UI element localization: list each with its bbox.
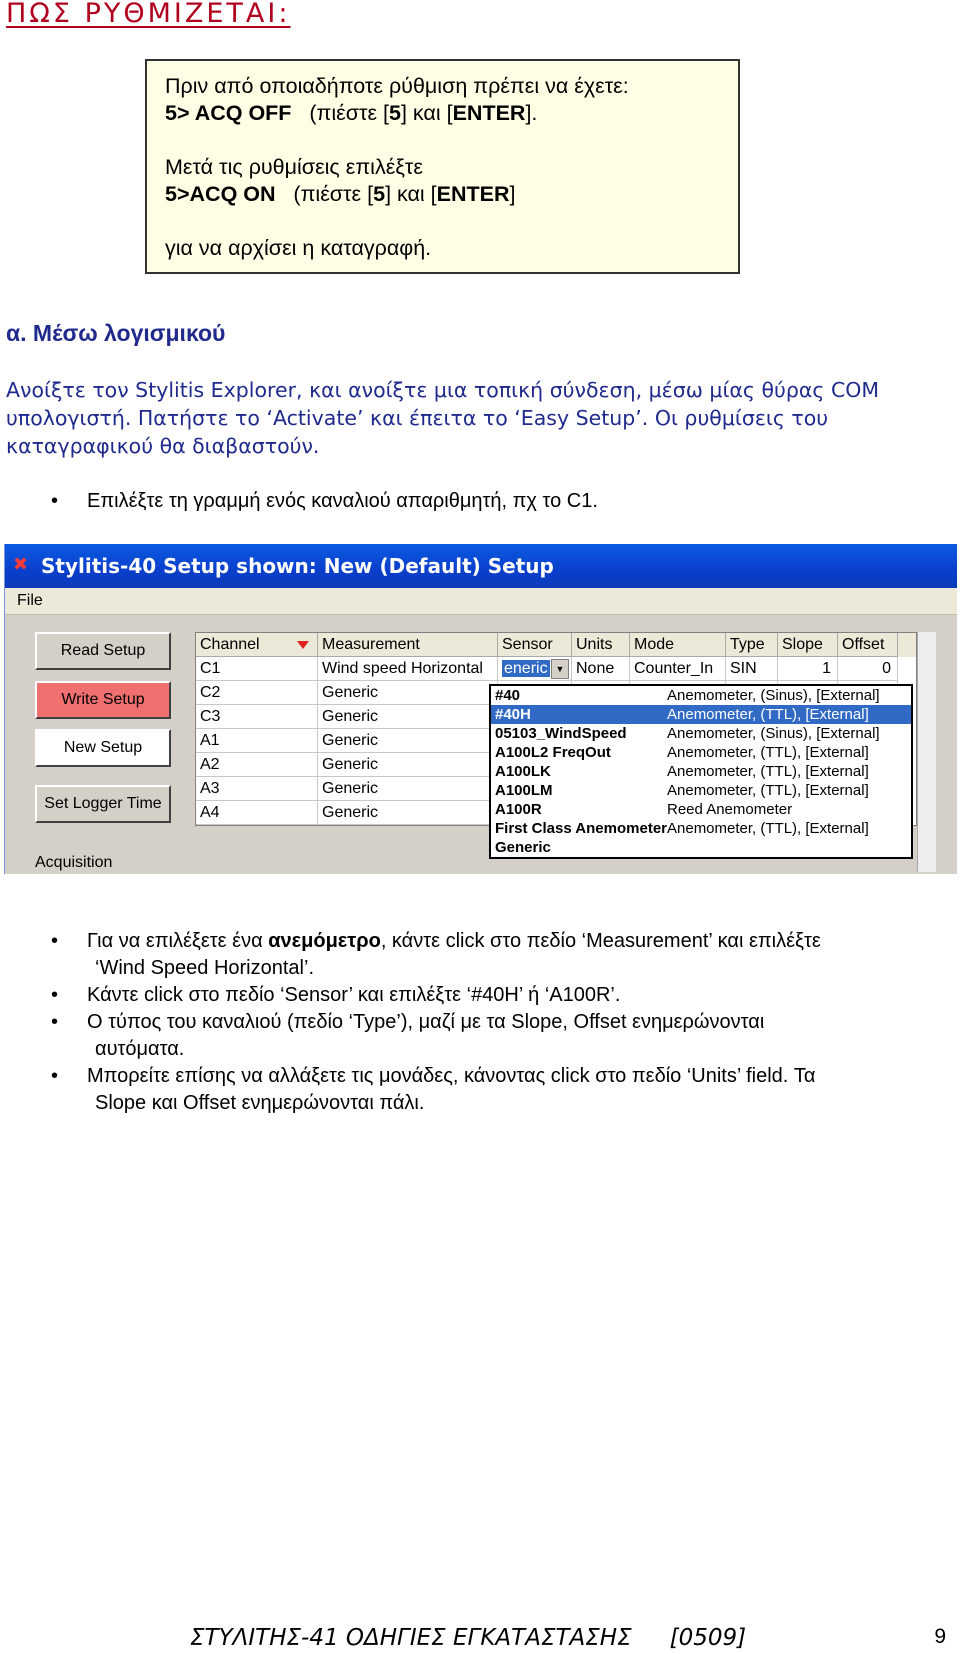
instruction-list (51, 928, 947, 1117)
col-slope[interactable]: Slope (778, 633, 838, 657)
chevron-down-icon[interactable]: ▼ (551, 659, 569, 679)
setup-window-screenshot (4, 544, 957, 874)
section-heading: α. Μέσω λογισμικού (6, 320, 226, 346)
table-row[interactable]: C3 Generic (196, 705, 916, 729)
dropdown-option[interactable]: A100R Reed Anemometer (495, 801, 793, 818)
col-mode[interactable]: Mode (630, 633, 726, 657)
sort-arrow-icon (297, 641, 309, 649)
read-setup-button[interactable]: Read Setup (35, 632, 171, 670)
list-item: • Ο τύπος του καναλιού (πεδίο ‘Type’), μαζί με τα Slope, Offset ενημερώνονται αυτόματα. (51, 1011, 765, 1060)
page-number: 9 (934, 1625, 946, 1648)
col-sensor[interactable]: Sensor (498, 633, 572, 657)
dropdown-option[interactable]: A100LM Anemometer, (TTL), [External] (495, 782, 869, 799)
new-setup-button[interactable]: New Setup (35, 729, 171, 767)
acquisition-label: Acquisition (35, 854, 113, 871)
table-row[interactable]: A1 Generic (196, 729, 916, 753)
tools-icon: ✖ (13, 554, 29, 575)
col-channel[interactable]: Channel (196, 633, 318, 657)
col-offset[interactable]: Offset (838, 633, 898, 657)
sensor-dropdown-list[interactable] (489, 684, 913, 859)
table-row[interactable]: C1 Wind speed Horizontal eneric ▼ None Counter_In SIN 1 0 (196, 657, 916, 681)
page-footer: ΣΤΥΛΙΤΗΣ-41 ΟΔΗΓΙΕΣ ΕΓΚΑΤΑΣΤΑΣΗΣ [0509] (190, 1625, 747, 1651)
page-title: ΠΩΣ ΡΥΘΜΙΖΕΤΑΙ: (6, 0, 291, 29)
bullet-list (51, 488, 947, 515)
note-line: 5> ACQ OFF (πιέστε [5] και [ENTER]. (165, 101, 538, 125)
list-item: • Κάντε click στο πεδίο ‘Sensor’ και επιλέξτε ‘#40H’ ή ‘A100R’. (51, 984, 621, 1006)
list-item: • Μπορείτε επίσης να αλλάξετε τις μονάδες, κάνοντας click στο πεδίο ‘Units’ field. Τα Slope και Offset ενημερώνονται πάλι. (51, 1065, 816, 1114)
table-row[interactable]: A3 Generic (196, 777, 916, 801)
dropdown-option[interactable]: #40 Anemometer, (Sinus), [External] (495, 687, 880, 704)
note-line: 5>ACQ ON (πιέστε [5] και [ENTER] (165, 182, 516, 206)
col-measurement[interactable]: Measurement (318, 633, 498, 657)
dropdown-option[interactable]: A100LK Anemometer, (TTL), [External] (495, 763, 869, 780)
list-item: • Επιλέξτε τη γραμμή ενός καναλιού απαριθμητή, πχ το C1. (51, 490, 598, 512)
set-logger-time-button[interactable]: Set Logger Time (35, 785, 171, 823)
dropdown-option[interactable]: Generic (495, 839, 551, 856)
table-row[interactable]: C2 Generic (196, 681, 916, 705)
window-titlebar: ✖ Stylitis-40 Setup shown: New (Default) Setup (5, 544, 957, 588)
intro-paragraph: Ανοίξτε τον Stylitis Explorer, και ανοίξτε μια τοπική σύνδεση, μέσω μίας θύρας COM υπολογιστή. Πατήστε το ‘Activate’ και έπειτα το ‘Easy Setup’. Οι ρυθμίσεις του καταγραφικού θα διαβαστούν. (6, 378, 880, 458)
grid-header (196, 633, 916, 657)
col-units[interactable]: Units (572, 633, 630, 657)
note-line: για να αρχίσει η καταγραφή. (165, 236, 432, 260)
dropdown-option[interactable]: 05103_WindSpeed Anemometer, (Sinus), [External] (495, 725, 880, 742)
note-line: Μετά τις ρυθμίσεις επιλέξτε (165, 155, 423, 179)
col-type[interactable]: Type (726, 633, 778, 657)
table-row[interactable]: A4 Generic (196, 801, 916, 825)
note-line: Πριν από οποιαδήποτε ρύθμιση πρέπει να έχετε: (165, 74, 629, 98)
vertical-scrollbar[interactable] (917, 632, 936, 872)
dropdown-option-selected[interactable]: #40H Anemometer, (TTL), [External] (491, 705, 911, 724)
sensor-select[interactable]: eneric ▼ (498, 657, 572, 681)
table-row[interactable]: A2 Generic (196, 753, 916, 777)
dropdown-option[interactable]: First Class Anemometer Anemometer, (TTL), [External] (495, 820, 869, 837)
dropdown-option[interactable]: A100L2 FreqOut Anemometer, (TTL), [External] (495, 744, 869, 761)
write-setup-button[interactable]: Write Setup (35, 681, 171, 719)
note-box (145, 59, 740, 274)
list-item: • Για να επιλέξετε ένα ανεμόμετρο, κάντε click στο πεδίο ‘Measurement’ και επιλέξτε ‘Wind Speed Horizontal’. (51, 930, 821, 979)
menu-file[interactable]: File (5, 588, 957, 615)
